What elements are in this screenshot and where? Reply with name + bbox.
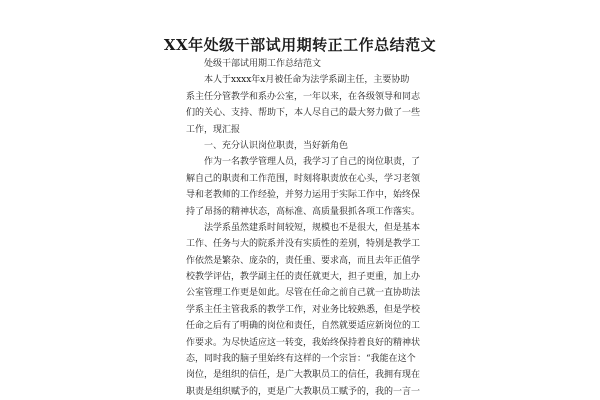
body-line: 任命之后有了明确的岗位和责任，自然就要适应新岗位的工 (186, 321, 420, 332)
body-line: 岗位，是组织的信任，是广大教职员工的信任，我拥有现在 (186, 370, 420, 381)
document-body (186, 56, 420, 400)
body-line: 持了昂扬的精神状态，高标准、高质量狠抓各项工作落实。 (186, 206, 420, 217)
body-line: 处级干部试用期工作总结范文 (204, 59, 322, 69)
body-line: 学系主任主管我系的教学工作，对业务比较熟悉，但是学校 (186, 304, 420, 315)
body-line: 公室管理工作更是如此。尽管在任命之前自己就一直协助法 (186, 288, 420, 299)
body-line: 导和老教师的工作经验，并努力运用于实际工作中，始终保 (186, 190, 420, 201)
body-line: 们的关心、支持、帮助下，本人尽自己的最大努力做了一些 (186, 108, 420, 119)
body-line: 职责是组织赋予的，更是广大教职员工赋予的，我的一言一 (186, 386, 420, 397)
body-line: 工作，现汇报 (186, 124, 241, 135)
body-line: 作为一名教学管理人员，我学习了自己的岗位职责，了 (204, 157, 420, 168)
body-line: 作要求。为尽快适应这一转变，我始终保持着良好的精神状 (186, 337, 420, 348)
body-line: 作依然是繁杂、庞杂的，责任重、要求高，而且去年正值学 (186, 255, 420, 266)
body-line: 工作、任务与大的院系并没有实质性的差别，特别是教学工 (186, 239, 420, 250)
body-line: 解自己的职责和工作范围，时刻将职责放在心头，学习老领 (186, 173, 420, 184)
body-line: 校教学评估，教学副主任的责任就更大，担子更重，加上办 (186, 272, 420, 283)
document-title: XX年处级干部试用期转正工作总结范文 (163, 36, 437, 54)
body-line: 系主任分管教学和系办公室，一年以来，在各级领导和同志 (186, 91, 420, 102)
body-line: 态，同时我的脑子里始终有这样的一个宗旨：“我能在这个 (186, 354, 416, 365)
body-line: 一、充分认识岗位职责，当好新角色 (204, 140, 349, 151)
body-line: 法学系虽然建系时间较短，规模也不是很大，但是基本 (204, 222, 420, 233)
body-line: 本人于xxxx年x月被任命为法学系副主任，主要协助 (204, 75, 410, 86)
